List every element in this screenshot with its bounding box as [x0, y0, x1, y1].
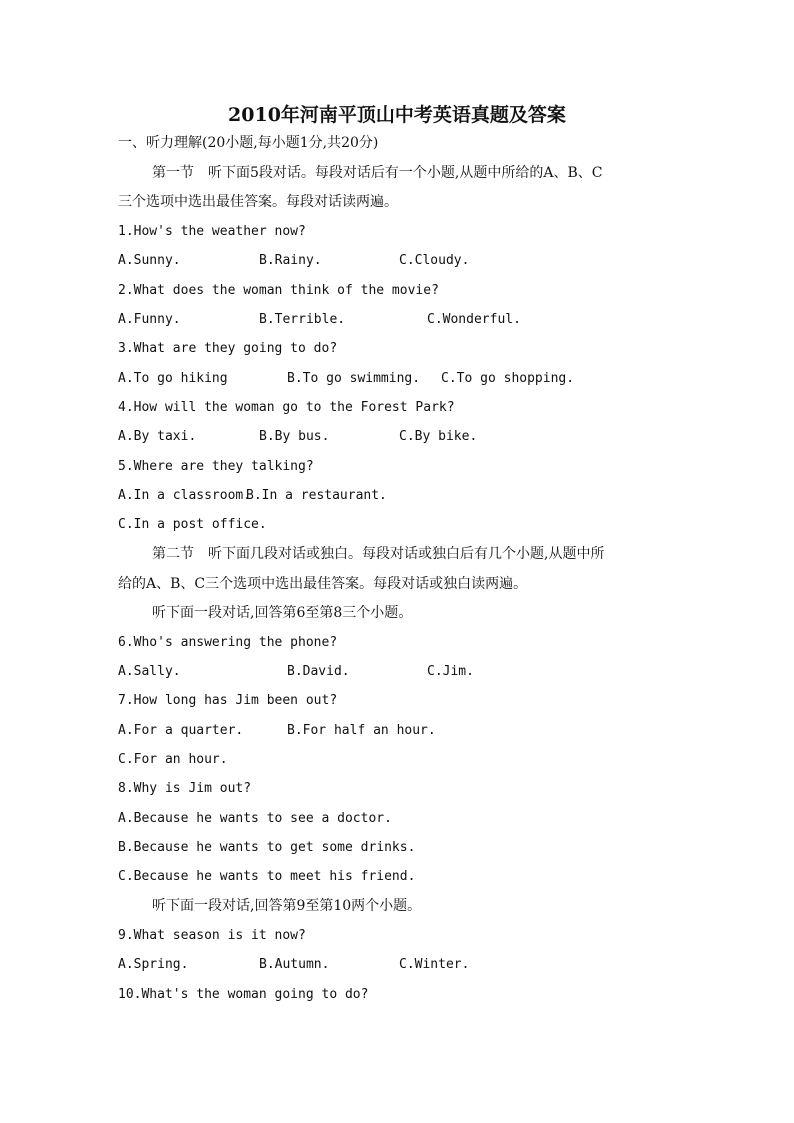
question-8-option-b: B.Because he wants to get some drinks.	[118, 840, 416, 855]
question-5-option-c: C.In a post office.	[118, 517, 267, 532]
question-4: 4.How will the woman go to the Forest Park?	[118, 400, 455, 415]
question-7: 7.How long has Jim been out?	[118, 693, 338, 708]
part2-intro: 第二节 听下面几段对话或独白。每段对话或独白后有几个小题,从题中所	[152, 546, 605, 562]
option-b: B.To go swimming.	[287, 371, 421, 386]
part1-intro-cont: 三个选项中选出最佳答案。每段对话读两遍。	[118, 194, 398, 210]
option-b: B.Autumn.	[259, 957, 330, 972]
page-title: 2010年河南平顶山中考英语真题及答案	[228, 104, 566, 126]
question-8-option-c: C.Because he wants to meet his friend.	[118, 869, 416, 884]
question-6: 6.Who's answering the phone?	[118, 635, 338, 650]
question-3: 3.What are they going to do?	[118, 341, 338, 356]
option-c: C.Jim.	[427, 664, 474, 679]
part2-intro-cont: 给的A、B、C三个选项中选出最佳答案。每段对话或独白读两遍。	[118, 576, 528, 592]
option-a: A.Sally.	[118, 664, 181, 679]
option-a: A.By taxi.	[118, 429, 197, 444]
option-b: B.Terrible.	[259, 312, 346, 327]
question-8-option-a: A.Because he wants to see a doctor.	[118, 811, 392, 826]
option-c: C.Wonderful.	[427, 312, 521, 327]
section-heading: 一、听力理解(20小题,每小题1分,共20分)	[118, 135, 379, 151]
option-a: A.Sunny.	[118, 253, 181, 268]
question-9: 9.What season is it now?	[118, 928, 306, 943]
question-1: 1.How's the weather now?	[118, 224, 306, 239]
option-a: A.Spring.	[118, 957, 189, 972]
question-8: 8.Why is Jim out?	[118, 781, 252, 796]
option-b: B.Rainy.	[259, 253, 322, 268]
option-c: C.By bike.	[399, 429, 478, 444]
option-a: A.In a classroom.	[118, 488, 252, 503]
option-a: A.For a quarter.	[118, 723, 244, 738]
question-2: 2.What does the woman think of the movie?	[118, 283, 439, 298]
option-b: B.In a restaurant.	[246, 488, 387, 503]
question-7-option-c: C.For an hour.	[118, 752, 228, 767]
option-b: B.For half an hour.	[287, 723, 436, 738]
question-5: 5.Where are they talking?	[118, 459, 314, 474]
option-c: C.Winter.	[399, 957, 470, 972]
option-c: C.To go shopping.	[441, 371, 575, 386]
option-c: C.Cloudy.	[399, 253, 470, 268]
option-b: B.By bus.	[259, 429, 330, 444]
option-b: B.David.	[287, 664, 350, 679]
option-a: A.To go hiking	[118, 371, 228, 386]
question-10: 10.What's the woman going to do?	[118, 987, 369, 1002]
option-a: A.Funny.	[118, 312, 181, 327]
part1-intro: 第一节 听下面5段对话。每段对话后有一个小题,从题中所给的A、B、C	[152, 165, 603, 181]
listening-note-1: 听下面一段对话,回答第6至第8三个小题。	[152, 605, 413, 621]
listening-note-2: 听下面一段对话,回答第9至第10两个小题。	[152, 898, 422, 914]
